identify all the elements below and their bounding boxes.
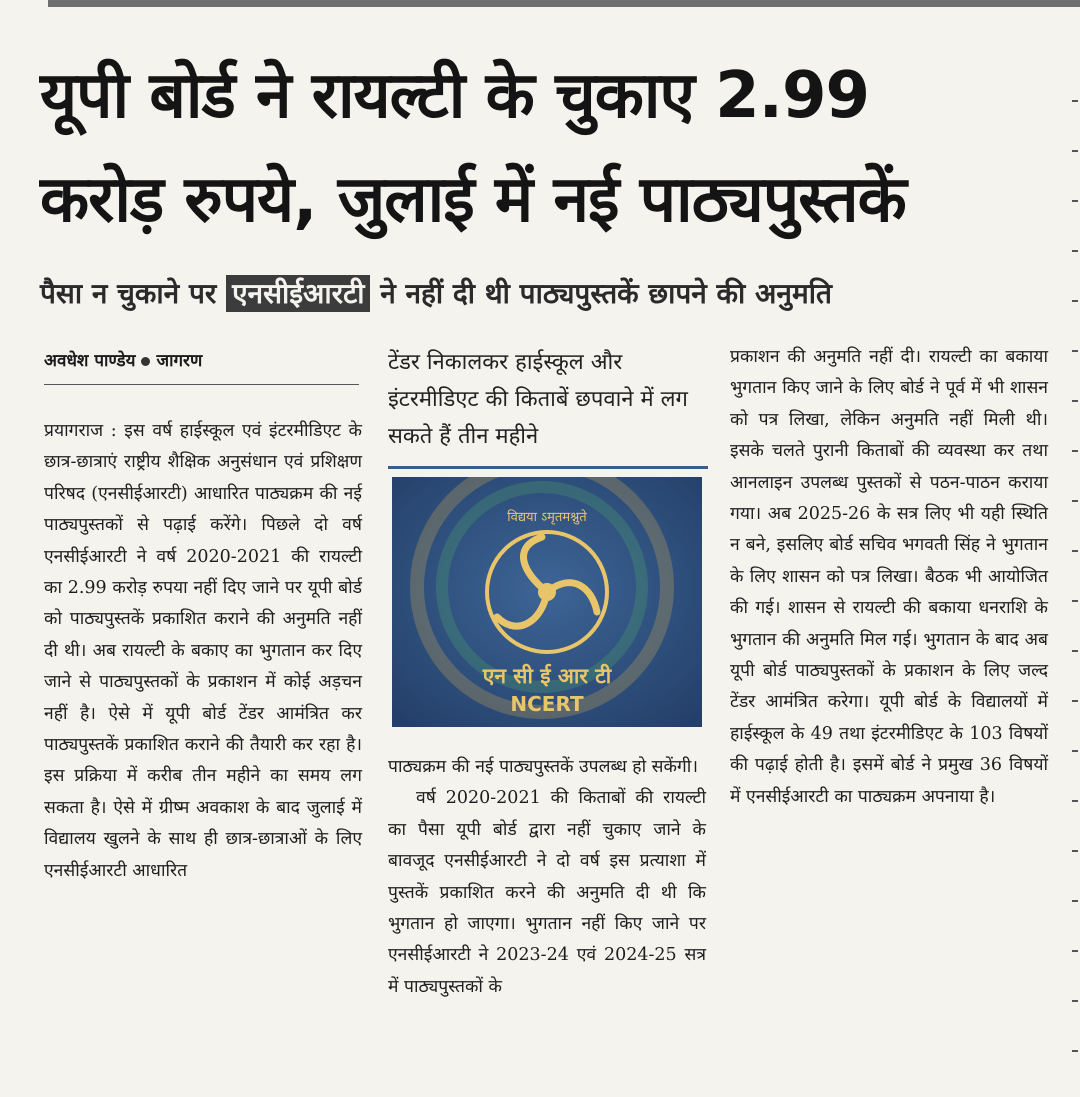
logo-name-hindi: एन सी ई आर टी (482, 664, 612, 688)
kicker: टेंडर निकालकर हाईस्कूल और इंटरमीडिएट की किताबें छपवाने में लग सकते हैं तीन महीने (388, 350, 688, 449)
headline-line-1: यूपी बोर्ड ने रायल्टी के चुकाए 2.99 (40, 59, 870, 133)
headline (40, 44, 1050, 252)
bullet-dot-icon (141, 357, 150, 366)
byline-source: जागरण (156, 351, 203, 371)
byline (44, 346, 359, 385)
article-column-1 (44, 416, 362, 887)
ncert-logo-photo (392, 477, 702, 727)
subhead-after: ने नहीं दी थी पाठ्यपुस्तकें छापने की अनुमति (380, 277, 832, 310)
headline-line-2: करोड़ रुपये, जुलाई में नई पाठ्यपुस्तकें (40, 163, 906, 237)
photo-rule (388, 466, 708, 469)
article-column-3 (730, 342, 1048, 813)
ncert-logo-icon (392, 477, 702, 727)
top-rule (48, 0, 1080, 7)
subheadline (40, 268, 1060, 320)
column3-text: प्रकाशन की अनुमति नहीं दी। रायल्टी का बकाया भुगतान किए जाने के लिए बोर्ड ने पूर्व में भी शासन को पत्र लिखा, लेकिन अनुमति नहीं मिली थी। इसके चलते पुरानी किताबों की व्यवस्था कर तथा आनलाइन उपलब्ध पुस्तकों से पठन-पाठन कराया गया। अब 2025-26 के सत्र लिए भी यही स्थिति न बने, इसलिए बोर्ड सचिव भगवती सिंह ने भुगतान के लिए शासन को पत्र लिखा। बैठक भी आयोजित की गई। शासन से रायल्टी की बकाया धनराशि के भुगतान की अनुमति मिल गई। भुगतान के बाद अब यूपी बोर्ड पाठ्यपुस्तकों के प्रकाशन के लिए जल्द टेंडर आमंत्रित करेगा। यूपी बोर्ड के विद्यालयों में हाईस्कूल के 49 तथा इंटरमीडिएट के 103 विषयों की पढ़ाई होती है। इसमें बोर्ड ने प्रमुख 36 विषयों में एनसीईआरटी का पाठ्यक्रम अपनाया है। (730, 347, 1048, 807)
byline-author: अवधेश पाण्डेय (44, 351, 136, 371)
column1-text: प्रयागराज : इस वर्ष हाईस्कूल एवं इंटरमीडिएट के छात्र-छात्राएं राष्ट्रीय शैक्षिक अनुसंधान एवं प्रशिक्षण परिषद (एनसीईआरटी) आधारित पाठ्यक्रम की नई पाठ्यपुस्तकों से पढ़ाई करेंगे। पिछले दो वर्ष एनसीईआरटी ने वर्ष 2020-2021 की रायल्टी का 2.99 करोड़ रुपया नहीं दिए जाने पर यूपी बोर्ड को पाठ्यपुस्तकें प्रकाशित कराने की अनुमति नहीं दी थी। अब रायल्टी के बकाए का भुगतान कर दिए जाने से पाठ्यपुस्तकों के प्रकाशन में कोई अड़चन नहीं है। ऐसे में यूपी बोर्ड टेंडर आमंत्रित कर पाठ्यपुस्तकें प्रकाशित कराने की तैयारी कर रहा है। इस प्रक्रिया में करीब तीन महीने का समय लग सकता है। ऐसे में ग्रीष्म अवकाश के बाद जुलाई में विद्यालय खुलने के साथ ही छात्र-छात्राओं के लिए एनसीईआरटी आधारित (44, 421, 362, 881)
column2-para-1: पाठ्यक्रम की नई पाठ्यपुस्तकें उपलब्ध हो सकेंगी। (388, 757, 698, 777)
logo-name-english: NCERT (510, 692, 584, 716)
column2-para-2: वर्ष 2020-2021 की किताबों की रायल्टी का पैसा यूपी बोर्ड द्वारा नहीं चुकाए जाने के बावजूद एनसीईआरटी ने दो वर्ष इस प्रत्याशा में पुस्तकें प्रकाशित करने की अनुमति दी थी कि भुगतान हो जाएगा। भुगतान नहीं किए जाने पर एनसीईआरटी ने 2023-24 एवं 2024-25 सत्र में पाठ्यपुस्तकों के (388, 788, 706, 997)
subhead-before: पैसा न चुकाने पर (40, 277, 217, 310)
adjacent-page-edge (1064, 60, 1080, 1097)
article-column-2 (388, 752, 706, 1003)
subhead-highlight: एनसीईआरटी (226, 275, 370, 312)
logo-motto: विद्यया ऽमृतमश्नुते (507, 510, 587, 525)
